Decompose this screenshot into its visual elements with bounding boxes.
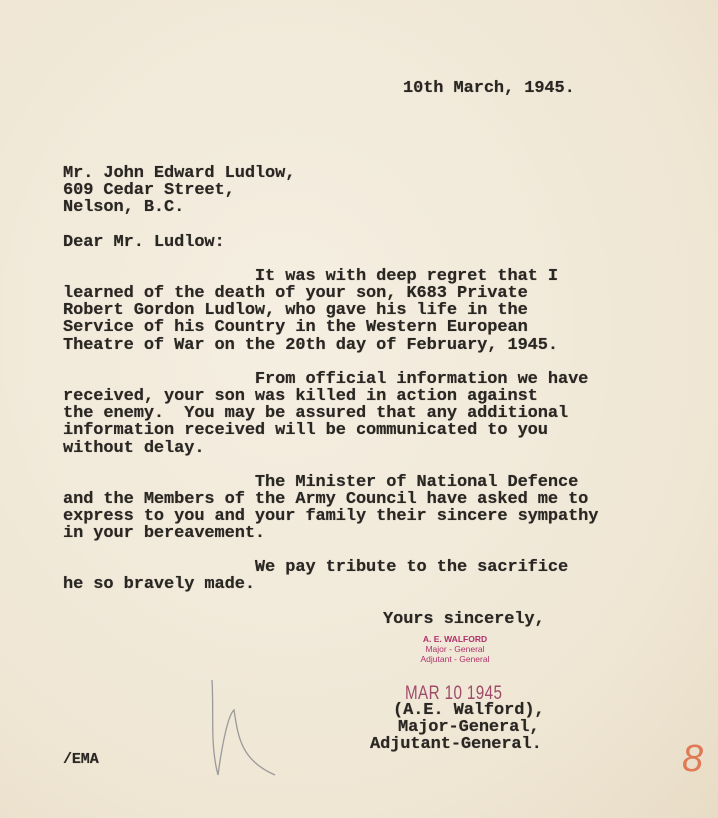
signatory-line: Adjutant-General. (370, 735, 542, 754)
paragraph-line: It was with deep regret that I (63, 267, 558, 286)
paragraph-line: We pay tribute to the sacrifice (63, 558, 569, 577)
signatory-line: (A.E. Walford), (393, 701, 545, 720)
paragraph-line: Theatre of War on the 20th day of February, 1945. (63, 336, 558, 355)
address-line: 609 Cedar Street, (63, 181, 235, 200)
salutation: Dear Mr. Ludlow: (63, 233, 225, 252)
paragraph-line: learned of the death of your son, K683 Private (63, 284, 528, 303)
paragraph-line: Service of his Country in the Western European (63, 318, 528, 337)
received-date-stamp: MAR 10 1945 (405, 683, 503, 704)
pencil-mark-icon (200, 675, 290, 785)
paragraph-line: he so bravely made. (63, 575, 255, 594)
reference-initials: /EMA (63, 751, 99, 768)
paragraph-line: Robert Gordon Ludlow, who gave his life in the (63, 301, 528, 320)
stamp-line: A. E. WALFORD (422, 634, 488, 644)
paragraph-line: the enemy. You may be assured that any additional (63, 404, 569, 423)
paragraph-line: in your bereavement. (63, 524, 266, 543)
paragraph-line: and the Members of the Army Council have asked me to (63, 490, 589, 509)
letter-date: 10th March, 1945. (403, 79, 575, 98)
paragraph-line: From official information we have (63, 370, 589, 389)
page-number: 8 (682, 738, 704, 780)
paragraph-line: received, your son was killed in action against (63, 387, 538, 406)
stamp-line: Major - General (425, 644, 485, 654)
address-line: Nelson, B.C. (63, 198, 185, 217)
signatory-line: Major-General, (398, 718, 540, 737)
paragraph-line: The Minister of National Defence (63, 473, 579, 492)
address-line: Mr. John Edward Ludlow, (63, 164, 296, 183)
closing: Yours sincerely, (383, 610, 545, 629)
paragraph-line: express to you and your family their sincere sympathy (63, 507, 599, 526)
signature-stamp (410, 634, 500, 664)
stamp-line: Adjutant - General (420, 654, 490, 664)
paragraph-line: without delay. (63, 439, 205, 458)
paragraph-line: information received will be communicated to you (63, 421, 548, 440)
